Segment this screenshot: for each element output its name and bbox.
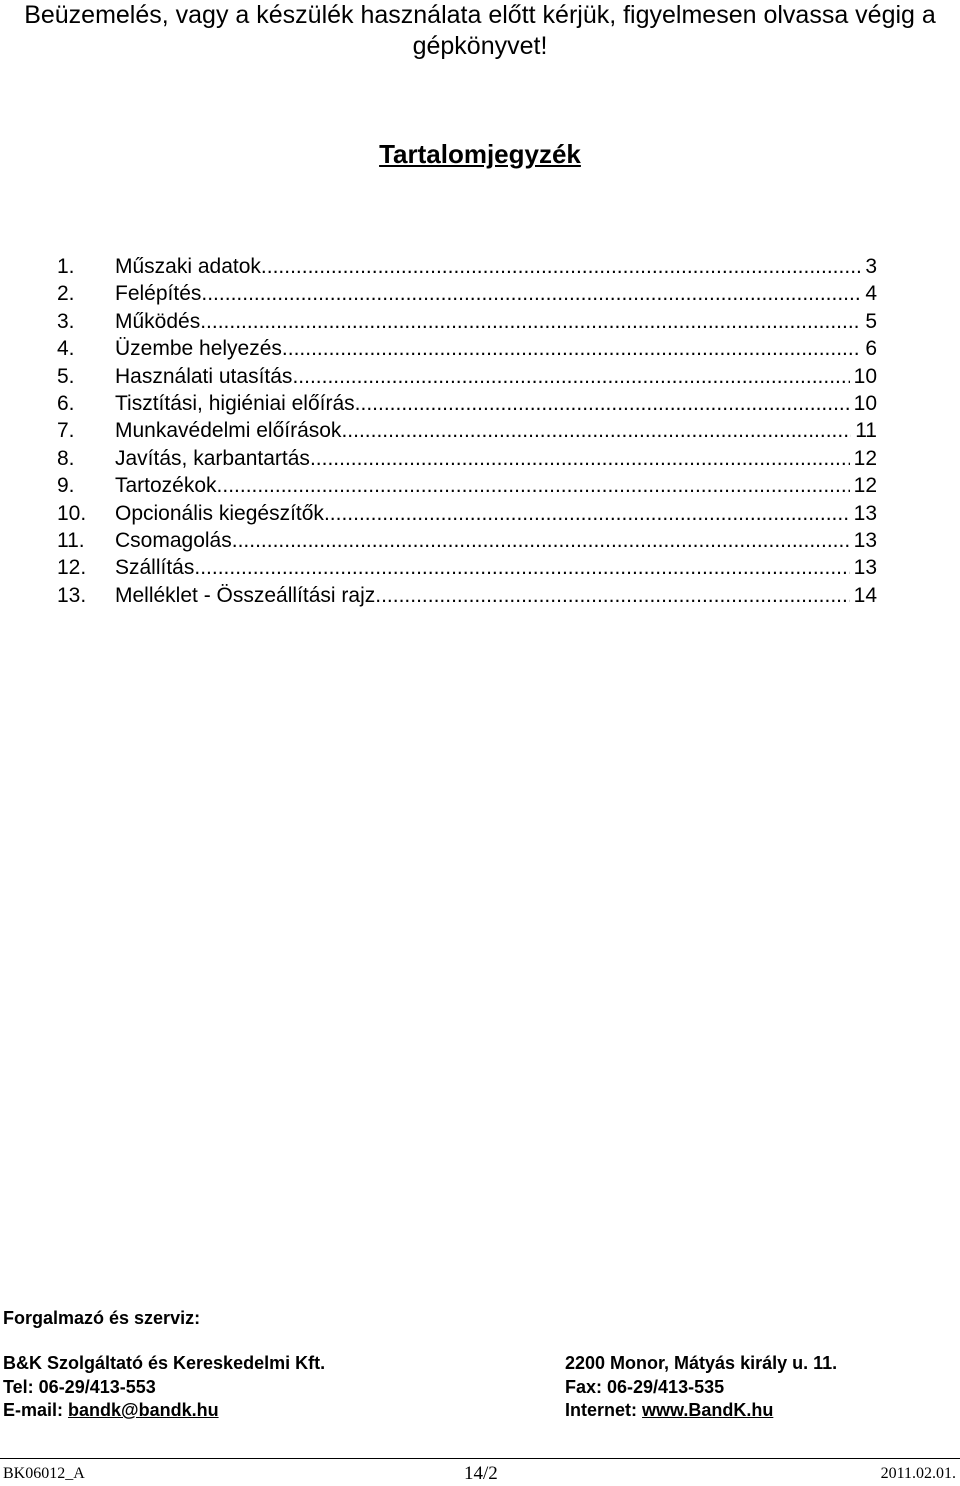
document-code: BK06012_A — [3, 1465, 85, 1482]
toc-page: 12 — [853, 446, 877, 470]
toc-label: Üzembe helyezés — [115, 337, 282, 361]
toc-entry[interactable] — [57, 390, 877, 417]
toc-label: Szállítás — [115, 556, 195, 580]
website-prefix: Internet: — [565, 1400, 643, 1420]
toc-page: 10 — [853, 391, 877, 415]
email-link[interactable]: bandk@bandk.hu — [68, 1400, 219, 1420]
toc-number: 6. — [57, 391, 75, 415]
phone-number: Tel: 06-29/413-553 — [3, 1376, 156, 1397]
toc-leader-dots — [375, 582, 849, 609]
document-date: 2011.02.01. — [880, 1465, 956, 1482]
toc-number: 10. — [57, 501, 87, 525]
toc-leader-dots — [232, 527, 850, 554]
toc-entry[interactable] — [57, 500, 877, 527]
toc-entry[interactable] — [57, 280, 877, 307]
toc-number: 5. — [57, 364, 75, 388]
toc-leader-dots — [310, 445, 850, 472]
toc-entry[interactable] — [57, 335, 877, 362]
toc-label: Opcionális kiegészítők — [115, 501, 324, 525]
toc-label: Melléklet - Összeállítási rajz — [115, 583, 376, 607]
toc-title: Tartalomjegyzék — [379, 139, 581, 169]
toc-entry[interactable] — [57, 445, 877, 472]
toc-label: Használati utasítás — [115, 364, 293, 388]
toc-page: 5 — [865, 309, 877, 333]
toc-entry[interactable] — [57, 582, 877, 609]
toc-entry[interactable] — [57, 472, 877, 499]
contact-left-column — [3, 1352, 325, 1423]
table-of-contents — [57, 253, 877, 609]
fax-number: Fax: 06-29/413-535 — [565, 1376, 725, 1397]
toc-number: 4. — [57, 337, 75, 361]
toc-label: Javítás, karbantartás — [115, 446, 310, 470]
toc-number: 12. — [57, 556, 87, 580]
toc-page: 3 — [865, 255, 877, 278]
toc-page: 13 — [853, 501, 877, 525]
toc-leader-dots — [194, 554, 849, 581]
address: 2200 Monor, Mátyás király u. 11. — [565, 1353, 838, 1373]
toc-leader-dots — [324, 500, 850, 527]
page-number: 14/2 — [464, 1463, 498, 1484]
toc-number: 1. — [57, 255, 75, 278]
toc-number: 2. — [57, 282, 75, 306]
toc-number: 8. — [57, 446, 75, 470]
toc-page: 12 — [853, 474, 877, 498]
toc-leader-dots — [200, 308, 861, 335]
toc-entry[interactable] — [57, 417, 877, 444]
toc-label: Munkavédelmi előírások — [115, 419, 342, 443]
intro-notice: Beüzemelés, vagy a készülék használata előtt kérjük, figyelmesen olvassa végig a gépkönyvet! — [24, 1, 936, 60]
toc-number: 7. — [57, 419, 75, 443]
toc-leader-dots — [292, 363, 849, 390]
toc-label: Műszaki adatok — [115, 255, 261, 278]
toc-leader-dots — [355, 390, 850, 417]
toc-label: Tartozékok — [115, 474, 217, 498]
toc-number: 11. — [57, 528, 85, 552]
toc-page: 4 — [865, 282, 877, 306]
toc-entry[interactable] — [57, 253, 877, 280]
toc-label: Felépítés — [115, 282, 202, 306]
toc-label: Tisztítási, higiéniai előírás — [115, 391, 355, 415]
toc-entry[interactable] — [57, 363, 877, 390]
website-link[interactable]: www.BandK.hu — [642, 1400, 774, 1420]
toc-entry[interactable] — [57, 527, 877, 554]
footer-divider — [0, 1458, 960, 1459]
toc-number: 13. — [57, 583, 87, 607]
toc-leader-dots — [201, 280, 861, 307]
toc-page: 13 — [853, 556, 877, 580]
email-line — [3, 1399, 325, 1423]
toc-entry[interactable] — [57, 308, 877, 335]
company-name: B&K Szolgáltató és Kereskedelmi Kft. — [3, 1353, 326, 1373]
toc-page: 11 — [855, 419, 877, 443]
toc-page: 14 — [853, 583, 877, 607]
toc-leader-dots — [217, 472, 850, 499]
contact-right-column — [565, 1352, 837, 1423]
toc-label: Működés — [115, 309, 201, 333]
toc-leader-dots — [341, 417, 851, 444]
toc-number: 9. — [57, 474, 75, 498]
toc-page: 6 — [865, 337, 877, 361]
toc-page: 13 — [853, 528, 877, 552]
toc-entry[interactable] — [57, 554, 877, 581]
toc-page: 10 — [853, 364, 877, 388]
website-line — [565, 1399, 837, 1423]
email-prefix: E-mail: — [3, 1400, 69, 1420]
toc-leader-dots — [282, 335, 861, 362]
distributor-heading: Forgalmazó és szerviz: — [3, 1308, 201, 1328]
toc-number: 3. — [57, 309, 75, 333]
toc-leader-dots — [261, 253, 861, 280]
toc-label: Csomagolás — [115, 528, 232, 552]
